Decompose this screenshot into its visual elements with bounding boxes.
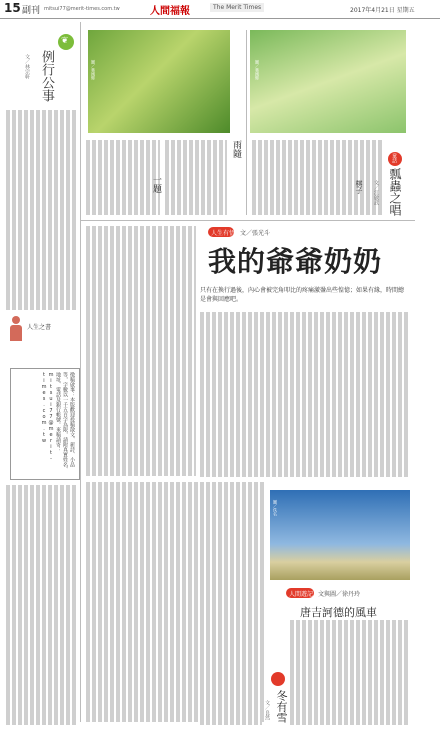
story-subtitle: 棋子	[355, 180, 363, 194]
article-title: 我的爺爺奶奶	[208, 245, 383, 278]
windmill-photo	[270, 490, 410, 580]
row-divider	[80, 220, 415, 221]
winter-author: 文／良然	[264, 700, 270, 720]
article-lede: 只有在換行過後，內心會被完角叩比的疼痛激盪出些惶憶；如果有緣，時間總是會與回應吧。	[200, 287, 405, 303]
photo-credit: 圖／佚名	[273, 500, 278, 516]
mantis-photo	[88, 30, 230, 133]
newspaper-logo-en: The Merit Times	[210, 3, 264, 12]
column-divider	[80, 22, 81, 722]
photo-credit: 圖／葉國輝	[255, 60, 260, 80]
section-name: 副刊	[22, 6, 41, 16]
grasshopper-photo	[250, 30, 406, 133]
page-number: 15	[4, 1, 21, 15]
mantis-body-2	[165, 140, 227, 215]
winter-body	[200, 600, 262, 725]
winter-title: 冬有雪	[275, 690, 288, 723]
left-lower-body	[6, 485, 78, 725]
story-badge-label: 童話	[391, 153, 397, 163]
grasshopper-body	[252, 140, 382, 215]
article-author: 文／張光斗	[240, 230, 271, 237]
poem-title: 例行公事	[39, 50, 54, 102]
newspaper-logo: 人間福報	[150, 6, 190, 17]
poem-body	[6, 110, 76, 310]
poem-author: 文／林宗軒	[24, 54, 30, 79]
travel-kicker: 人間遊記	[289, 591, 314, 598]
illustration-label: 人生之書	[27, 324, 52, 331]
travel-author: 文與圖／徐丹玲	[318, 591, 361, 598]
mantis-subtitle: 一題	[151, 175, 161, 193]
header-email: mitsui77@merit-times.com.tw	[44, 6, 120, 12]
mantis-section-title: 雨隨	[231, 140, 241, 158]
travel-title: 唐吉訶德的風車	[300, 606, 377, 619]
travel-body	[290, 620, 410, 725]
figure-body-icon	[10, 325, 22, 341]
article-body-center	[200, 312, 410, 477]
kicker-label: 人生有悟	[211, 230, 236, 237]
article-body-left	[86, 226, 196, 476]
notice-text: 徵稿啟事：本版歡迎投稿散文、新詩、小品等，字數以一千五百字為限，請附真實姓名、地址、電話及銀行帳號。來稿請寄：mitsui77@merit-times.com.tw	[41, 372, 75, 472]
mantis-body	[86, 140, 160, 215]
leaf-icon: ❦	[61, 36, 69, 46]
winter-badge	[271, 672, 285, 686]
photo-credit: 圖／葉國輝	[91, 60, 96, 80]
issue-date: 2017年4月21日 星期五	[350, 7, 415, 14]
story-author: 文／江啟武	[373, 180, 379, 205]
column-divider-mid	[246, 30, 247, 215]
figure-head-icon	[12, 316, 20, 324]
story-title: 瓢蟲之唱	[388, 168, 402, 216]
